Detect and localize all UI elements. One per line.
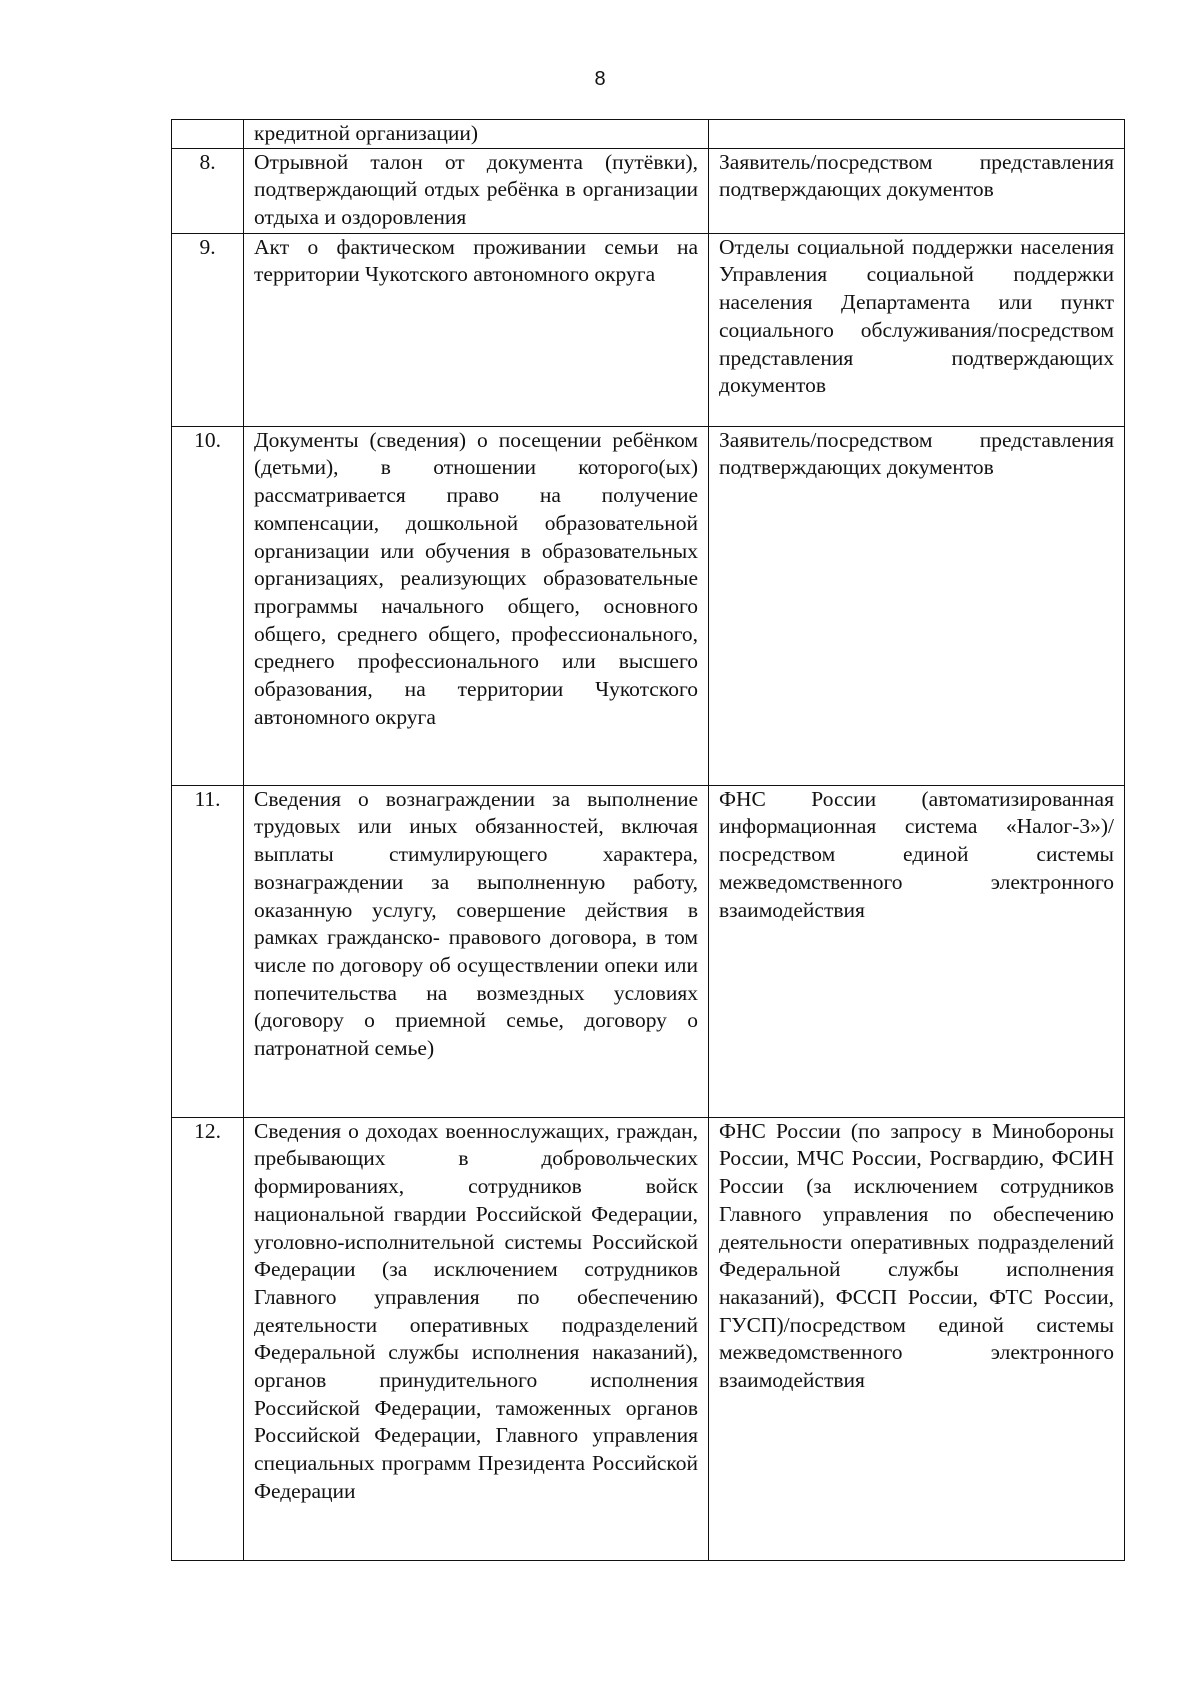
source-cell: ФНС России (автоматизированная информационная система «Налог-3»)/посредством единой системы межведомственного электронного взаимодействия xyxy=(709,785,1125,1117)
documents-table xyxy=(171,119,1125,1561)
table-row xyxy=(172,233,1125,426)
document-cell: Отрывной талон от документа (путёвки), подтверждающий отдых ребёнка в организации отдыха и оздоровления xyxy=(244,148,709,233)
table-row xyxy=(172,120,1125,149)
document-cell: Акт о фактическом проживании семьи на территории Чукотского автономного округа xyxy=(244,233,709,426)
source-cell: Заявитель/посредством представления подтверждающих документов xyxy=(709,426,1125,785)
document-cell: Документы (сведения) о посещении ребёнком (детьми), в отношении которого(ых) рассматривается право на получение компенсации, дошкольной образовательной организации или обучения в образовательных организациях, реализующих образовательные программы начального общего, основного общего, среднего общего, профессионального, среднего профессионального или высшего образования, на территории Чукотского автономного округа xyxy=(244,426,709,785)
source-cell: ФНС России (по запросу в Минобороны России, МЧС России, Росгвардию, ФСИН России (за исключением сотрудников Главного управления по обеспечению деятельности оперативных подразделений Федеральной службы исполнения наказаний), ФССП России, ФТС России, ГУСП)/посредством единой системы межведомственного электронного взаимодействия xyxy=(709,1117,1125,1560)
table-row xyxy=(172,1117,1125,1560)
table-row xyxy=(172,785,1125,1117)
page-number: 8 xyxy=(594,68,606,90)
document-cell: кредитной организации) xyxy=(244,120,709,149)
row-number: 11. xyxy=(172,785,244,1117)
source-cell: Заявитель/посредством представления подтверждающих документов xyxy=(709,148,1125,233)
row-number: 10. xyxy=(172,426,244,785)
table-row xyxy=(172,426,1125,785)
source-cell: Отделы социальной поддержки населения Управления социальной поддержки населения Департамента или пункт социального обслуживания/посредством представления подтверждающих документов xyxy=(709,233,1125,426)
document-cell: Сведения о вознаграждении за выполнение трудовых или иных обязанностей, включая выплаты стимулирующего характера, вознаграждении за выполненную работу, оказанную услугу, совершение действия в рамках гражданско- правового договора, в том числе по договору об осуществлении опеки или попечительства на возмездных условиях (договору о приемной семье, договору о патронатной семье) xyxy=(244,785,709,1117)
document-cell: Сведения о доходах военнослужащих, граждан, пребывающих в добровольческих формированиях, сотрудников войск национальной гвардии Российской Федерации, уголовно-исполнительной системы Российской Федерации (за исключением сотрудников Главного управления по обеспечению деятельности оперативных подразделений Федеральной службы исполнения наказаний), органов принудительного исполнения Российской Федерации, таможенных органов Российской Федерации, Главного управления специальных программ Президента Российской Федерации xyxy=(244,1117,709,1560)
row-number: 8. xyxy=(172,148,244,233)
source-cell xyxy=(709,120,1125,149)
row-number: 12. xyxy=(172,1117,244,1560)
table-row xyxy=(172,148,1125,233)
row-number: 9. xyxy=(172,233,244,426)
row-number xyxy=(172,120,244,149)
